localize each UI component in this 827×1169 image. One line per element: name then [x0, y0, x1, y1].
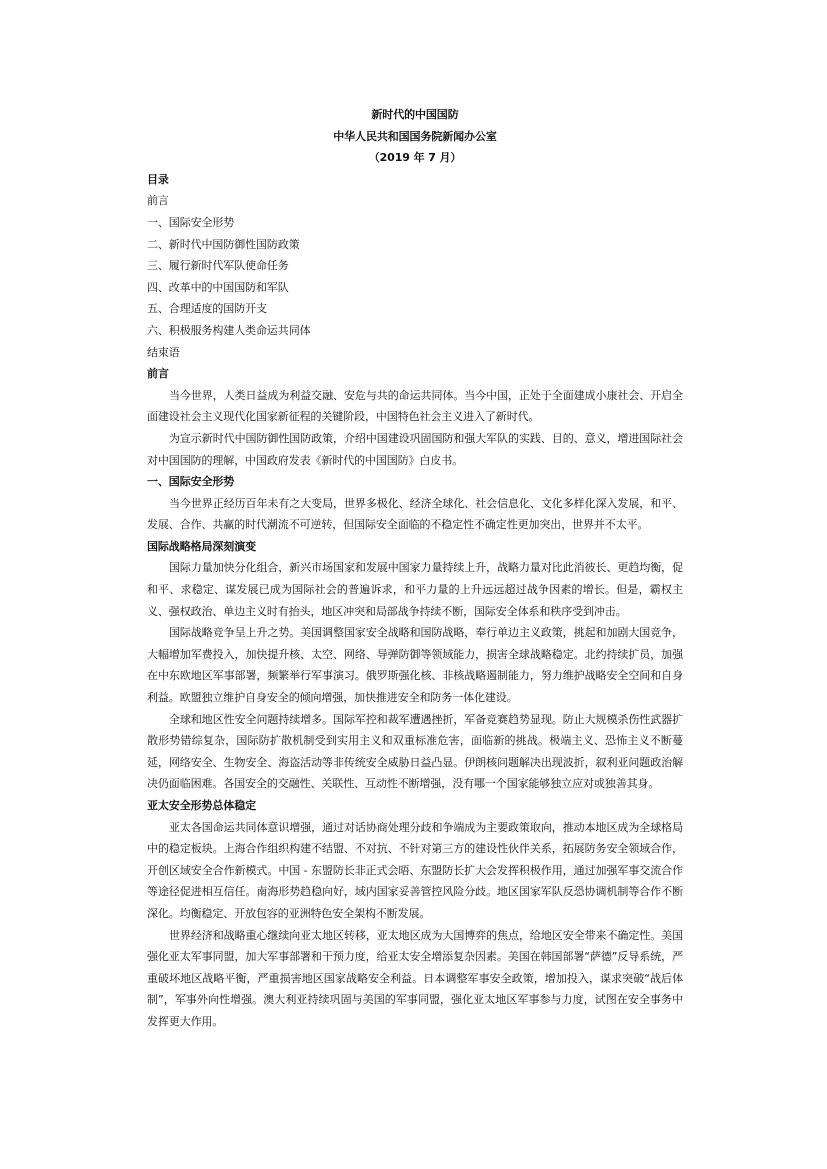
toc-heading: 目录 [147, 172, 169, 186]
toc-item: 一、国际安全形势 [147, 215, 235, 229]
body-paragraph: 世界经济和战略重心继续向亚太地区转移，亚太地区成为大国博弈的焦点，给地区安全带来不确定性。美国强化亚太军事同盟，加大军事部署和干预力度，给亚太安全增添复杂因素。美国在韩国部署“萨德”反导系统，严重破坏地区战略平衡，严重损害地区国家战略安全利益。日本调整军事安全政策，增加投入，谋求突破“战后体制”，军事外向性增强。澳大利亚持续巩固与美国的军事同盟，强化亚太地区军事参与力度，试图在安全事务中发挥更大作用。 [147, 928, 683, 1028]
subsection-heading: 亚太安全形势总体稳定 [147, 799, 256, 812]
preface-heading: 前言 [147, 367, 169, 381]
section-heading: 一、国际安全形势 [147, 475, 235, 489]
toc-item: 五、合理适度的国防开支 [147, 302, 267, 316]
toc-item: 六、积极服务构建人类命运共同体 [147, 323, 311, 337]
body-paragraph: 亚太各国命运共同体意识增强，通过对话协商处理分歧和争端成为主要政策取向，推动本地区成为全球格局中的稳定板块。上海合作组织构建不结盟、不对抗、不针对第三方的建设性伙伴关系，拓展防务安全领域合作，开创区域安全合作新模式。中国 - 东盟防长非正式会晤、东盟防长扩大会发挥积极作用，通过加强军事交流合作等途径促进相互信任。南海形势趋稳向好，域内国家妥善管控风险分歧。地区国家军队反恐协调机制等合作不断深化。均衡稳定、开放包容的亚洲特色安全架构不断发展。 [147, 820, 683, 920]
document-title: 新时代的中国国防 [371, 108, 459, 121]
toc-item: 二、新时代中国防御性国防政策 [147, 237, 300, 251]
document-publisher: 中华人民共和国国务院新闻办公室 [333, 129, 497, 143]
body-paragraph: 国际力量加快分化组合，新兴市场国家和发展中国家力量持续上升，战略力量对比此消彼长、更趋均衡，促和平、求稳定、谋发展已成为国际社会的普遍诉求，和平力量的上升远远超过战争因素的增长。但是，霸权主义、强权政治、单边主义时有抬头，地区冲突和局部战争持续不断，国际安全体系和秩序受到冲击。 [147, 561, 683, 618]
toc-item: 三、履行新时代军队使命任务 [147, 259, 289, 273]
preface-paragraph: 为宣示新时代中国防御性国防政策，介绍中国建设巩固国防和强大军队的实践、目的、意义，增进国际社会对中国国防的理解，中国政府发表《新时代的中国国防》白皮书。 [147, 431, 683, 467]
document-date: （2019 年 7 月） [368, 151, 462, 165]
toc-item: 四、改革中的中国国防和军队 [147, 280, 289, 294]
body-paragraph: 国际战略竞争呈上升之势。美国调整国家安全战略和国防战略，奉行单边主义政策，挑起和加剧大国竞争，大幅增加军费投入，加快提升核、太空、网络、导弹防御等领域能力，损害全球战略稳定。北约持续扩员，加强在中东欧地区军事部署，频繁举行军事演习。俄罗斯强化核、非核战略遏制能力，努力维护战略安全空间和自身利益。欧盟独立维护自身安全的倾向增强，加快推进安全和防务一体化建设。 [147, 626, 683, 705]
section-intro: 当今世界正经历百年未有之大变局，世界多极化、经济全球化、社会信息化、文化多样化深入发展，和平、发展、合作、共赢的时代潮流不可逆转，但国际安全面临的不稳定性不确定性更加突出，世界并不太平。 [147, 496, 683, 532]
body-paragraph: 全球和地区性安全问题持续增多。国际军控和裁军遭遇挫折，军备竞赛趋势显现。防止大规模杀伤性武器扩散形势错综复杂，国际防扩散机制受到实用主义和双重标准危害，面临新的挑战。极端主义、恐怖主义不断蔓延，网络安全、生物安全、海盗活动等非传统安全威胁日益凸显。伊朗核问题解决出现波折，叙利亚问题政治解决仍面临困难。各国安全的交融性、关联性、互动性不断增强，没有哪一个国家能够独立应对或独善其身。 [147, 712, 683, 791]
toc-item: 结束语 [147, 345, 180, 359]
toc-item: 前言 [147, 194, 169, 208]
preface-paragraph: 当今世界，人类日益成为利益交融、安危与共的命运共同体。当今中国，正处于全面建成小康社会、开启全面建设社会主义现代化国家新征程的关键阶段，中国特色社会主义进入了新时代。 [147, 388, 683, 424]
subsection-heading: 国际战略格局深刻演变 [147, 539, 256, 553]
document-body [147, 104, 683, 1033]
